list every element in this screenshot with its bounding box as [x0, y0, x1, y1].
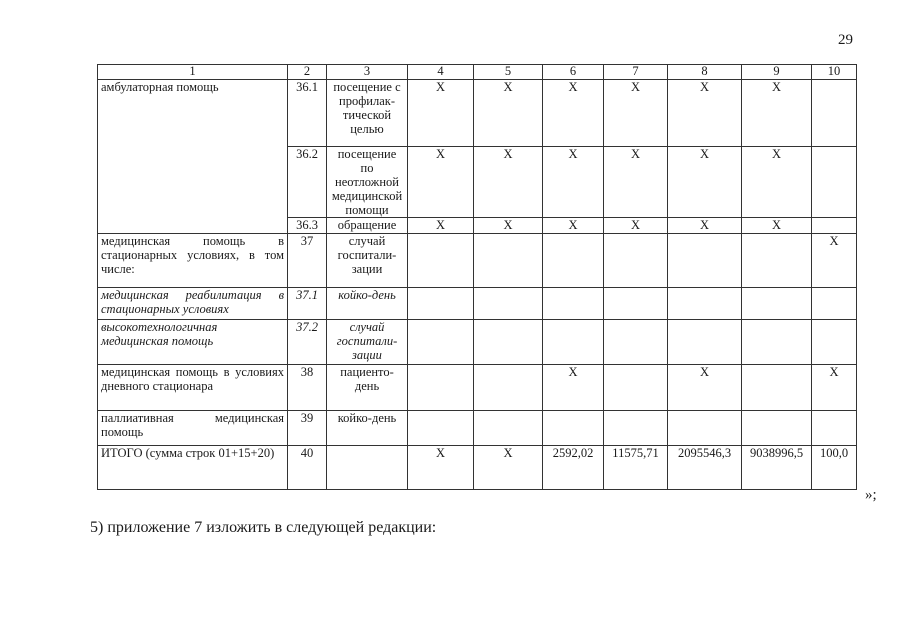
value-cell: [742, 234, 812, 288]
value-cell: [408, 365, 474, 411]
value-cell: [543, 234, 604, 288]
value-cell: [474, 320, 543, 365]
value-cell: [604, 365, 668, 411]
row-code: 37.1: [288, 288, 327, 320]
value-cell: [812, 147, 857, 218]
value-cell: 11575,71: [604, 446, 668, 490]
row-label: ИТОГО (сумма строк 01+15+20): [98, 446, 288, 490]
value-cell: Х: [543, 80, 604, 147]
value-cell: [668, 320, 742, 365]
unit-cell: пациенто-день: [327, 365, 408, 411]
unit-cell: [327, 446, 408, 490]
value-cell: Х: [543, 147, 604, 218]
value-cell: Х: [604, 80, 668, 147]
value-cell: [543, 411, 604, 446]
value-cell: 100,0: [812, 446, 857, 490]
value-cell: Х: [543, 218, 604, 234]
value-cell: Х: [474, 147, 543, 218]
header-cell: 8: [668, 65, 742, 80]
value-cell: [408, 320, 474, 365]
row-code: 36.3: [288, 218, 327, 234]
value-cell: Х: [668, 218, 742, 234]
value-cell: Х: [408, 80, 474, 147]
value-cell: Х: [474, 446, 543, 490]
paragraph-text: 5) приложение 7 изложить в следующей редакции:: [90, 519, 437, 536]
header-cell: 4: [408, 65, 474, 80]
row-code: 40: [288, 446, 327, 490]
value-cell: [604, 234, 668, 288]
header-cell: 6: [543, 65, 604, 80]
value-cell: [543, 320, 604, 365]
value-cell: [742, 411, 812, 446]
row-label: медицинская реабилитация в стационарных условиях: [98, 288, 288, 320]
unit-cell: койко-день: [327, 411, 408, 446]
table-row: [98, 365, 857, 411]
value-cell: [474, 411, 543, 446]
row-code: 38: [288, 365, 327, 411]
table-row: [98, 288, 857, 320]
table-row-total: [98, 446, 857, 490]
value-cell: [742, 365, 812, 411]
unit-cell: посещение по неотложной медицинской помощи: [327, 147, 408, 218]
value-cell: [812, 411, 857, 446]
value-cell: [408, 234, 474, 288]
unit-cell: случай госпитали-зации: [327, 320, 408, 365]
row-code: 36.2: [288, 147, 327, 218]
row-label: амбулаторная помощь: [98, 80, 288, 234]
row-label: медицинская помощь в стационарных условиях, в том числе:: [98, 234, 288, 288]
unit-cell: посещение с профилак-тической целью: [327, 80, 408, 147]
value-cell: Х: [474, 80, 543, 147]
table-header-row: [98, 65, 857, 80]
value-cell: [742, 320, 812, 365]
header-cell: 7: [604, 65, 668, 80]
value-cell: [543, 288, 604, 320]
value-cell: [742, 288, 812, 320]
header-cell: 10: [812, 65, 857, 80]
row-label: медицинская помощь в условиях дневного стационара: [98, 365, 288, 411]
value-cell: [474, 234, 543, 288]
value-cell: [812, 80, 857, 147]
value-cell: Х: [668, 147, 742, 218]
row-code: 37.2: [288, 320, 327, 365]
value-cell: 2592,02: [543, 446, 604, 490]
value-cell: Х: [408, 147, 474, 218]
value-cell: 9038996,5: [742, 446, 812, 490]
value-cell: [668, 234, 742, 288]
value-cell: Х: [604, 147, 668, 218]
value-cell: Х: [604, 218, 668, 234]
header-cell: 1: [98, 65, 288, 80]
header-cell: 5: [474, 65, 543, 80]
value-cell: [408, 411, 474, 446]
value-cell: Х: [668, 365, 742, 411]
value-cell: [812, 320, 857, 365]
value-cell: 2095546,3: [668, 446, 742, 490]
table-row: [98, 80, 857, 147]
value-cell: Х: [408, 218, 474, 234]
row-code: 39: [288, 411, 327, 446]
row-label: паллиативная медицинская помощь: [98, 411, 288, 446]
value-cell: [604, 411, 668, 446]
value-cell: Х: [742, 218, 812, 234]
header-cell: 2: [288, 65, 327, 80]
value-cell: [812, 288, 857, 320]
value-cell: [408, 288, 474, 320]
table-row: [98, 411, 857, 446]
value-cell: Х: [543, 365, 604, 411]
value-cell: [668, 411, 742, 446]
page-number: 29: [838, 32, 853, 48]
closing-quote: »;: [865, 487, 877, 503]
value-cell: [812, 218, 857, 234]
unit-cell: случай госпитали-зации: [327, 234, 408, 288]
value-cell: Х: [408, 446, 474, 490]
value-cell: [604, 320, 668, 365]
header-cell: 9: [742, 65, 812, 80]
value-cell: [604, 288, 668, 320]
table-row: [98, 234, 857, 288]
unit-cell: койко-день: [327, 288, 408, 320]
value-cell: Х: [812, 234, 857, 288]
value-cell: [474, 365, 543, 411]
row-code: 36.1: [288, 80, 327, 147]
header-cell: 3: [327, 65, 408, 80]
value-cell: Х: [812, 365, 857, 411]
row-label: высокотехнологичная медицинская помощь: [98, 320, 288, 365]
data-table: [97, 64, 857, 490]
value-cell: Х: [742, 80, 812, 147]
row-code: 37: [288, 234, 327, 288]
table-row: [98, 320, 857, 365]
value-cell: Х: [474, 218, 543, 234]
value-cell: [474, 288, 543, 320]
value-cell: Х: [742, 147, 812, 218]
value-cell: Х: [668, 80, 742, 147]
value-cell: [668, 288, 742, 320]
unit-cell: обращение: [327, 218, 408, 234]
